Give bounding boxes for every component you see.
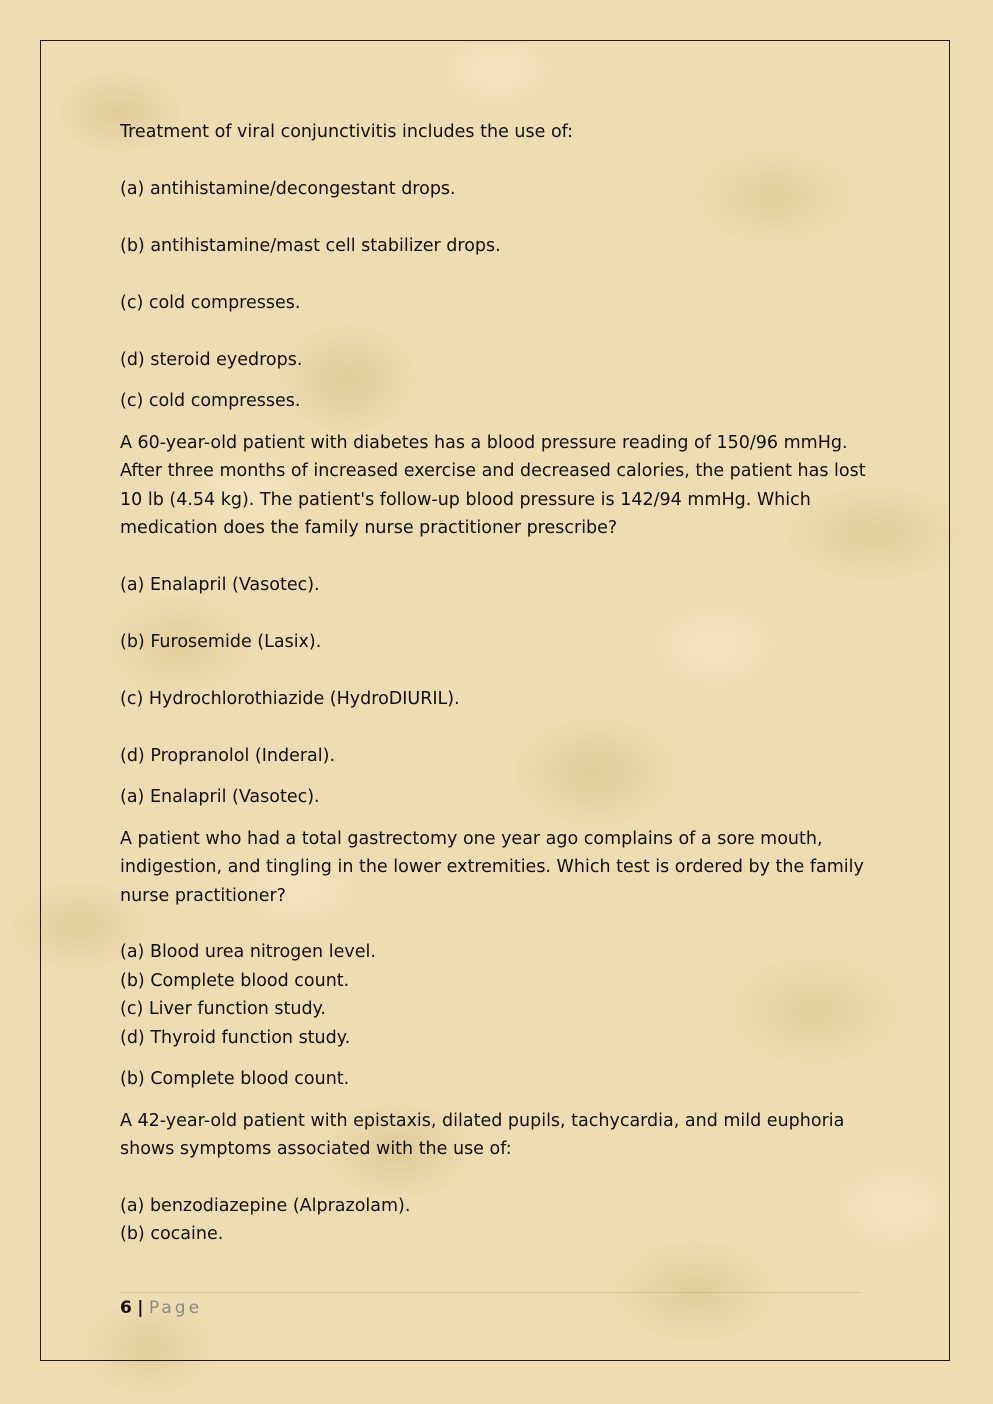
answer-option: (b) antihistamine/mast cell stabilizer drops. xyxy=(120,235,501,256)
question-stem: A 60-year-old patient with diabetes has a blood pressure reading of 150/96 mmHg. After three months of increased exercise and decreased calories, the patient has lost 10 lb (4.54 kg). The patient's follow-up blood pressure is 142/94 mmHg. Which medication does the family nurse practitioner prescribe? xyxy=(120,432,866,538)
answer-option: (d) Thyroid function study. xyxy=(120,1027,351,1048)
answer-option: (b) Furosemide (Lasix). xyxy=(120,631,322,652)
answer-option: (b) Complete blood count. xyxy=(120,970,350,991)
correct-answer: (c) cold compresses. xyxy=(120,391,301,411)
page-footer xyxy=(120,1296,202,1320)
footer-separator: | xyxy=(137,1298,144,1318)
answer-option: (d) steroid eyedrops. xyxy=(120,349,303,370)
question-stem: A 42-year-old patient with epistaxis, dilated pupils, tachycardia, and mild euphoria shows symptoms associated with the use of: xyxy=(120,1110,845,1159)
answer-option: (a) antihistamine/decongestant drops. xyxy=(120,178,456,199)
correct-answer: (b) Complete blood count. xyxy=(120,1069,350,1089)
correct-answer: (a) Enalapril (Vasotec). xyxy=(120,787,320,807)
answer-option: (c) cold compresses. xyxy=(120,292,301,313)
page-label: Page xyxy=(148,1298,203,1318)
question-stem: Treatment of viral conjunctivitis includes the use of: xyxy=(120,122,574,142)
answer-option: (a) Blood urea nitrogen level. xyxy=(120,942,376,962)
document-body xyxy=(120,118,880,1249)
answer-option: (c) Liver function study. xyxy=(120,999,326,1019)
answer-option: (b) cocaine. xyxy=(120,1224,224,1244)
answer-option: (c) Hydrochlorothiazide (HydroDIURIL). xyxy=(120,688,460,709)
answer-option: (a) benzodiazepine (Alprazolam). xyxy=(120,1195,411,1216)
footer-divider xyxy=(120,1292,860,1293)
page-number: 6 xyxy=(120,1298,132,1318)
answer-option: (a) Enalapril (Vasotec). xyxy=(120,574,320,595)
question-stem: A patient who had a total gastrectomy one year ago complains of a sore mouth, indigestion, and tingling in the lower extremities. Which test is ordered by the family nurse practitioner? xyxy=(120,828,864,906)
answer-option: (d) Propranolol (Inderal). xyxy=(120,745,336,766)
